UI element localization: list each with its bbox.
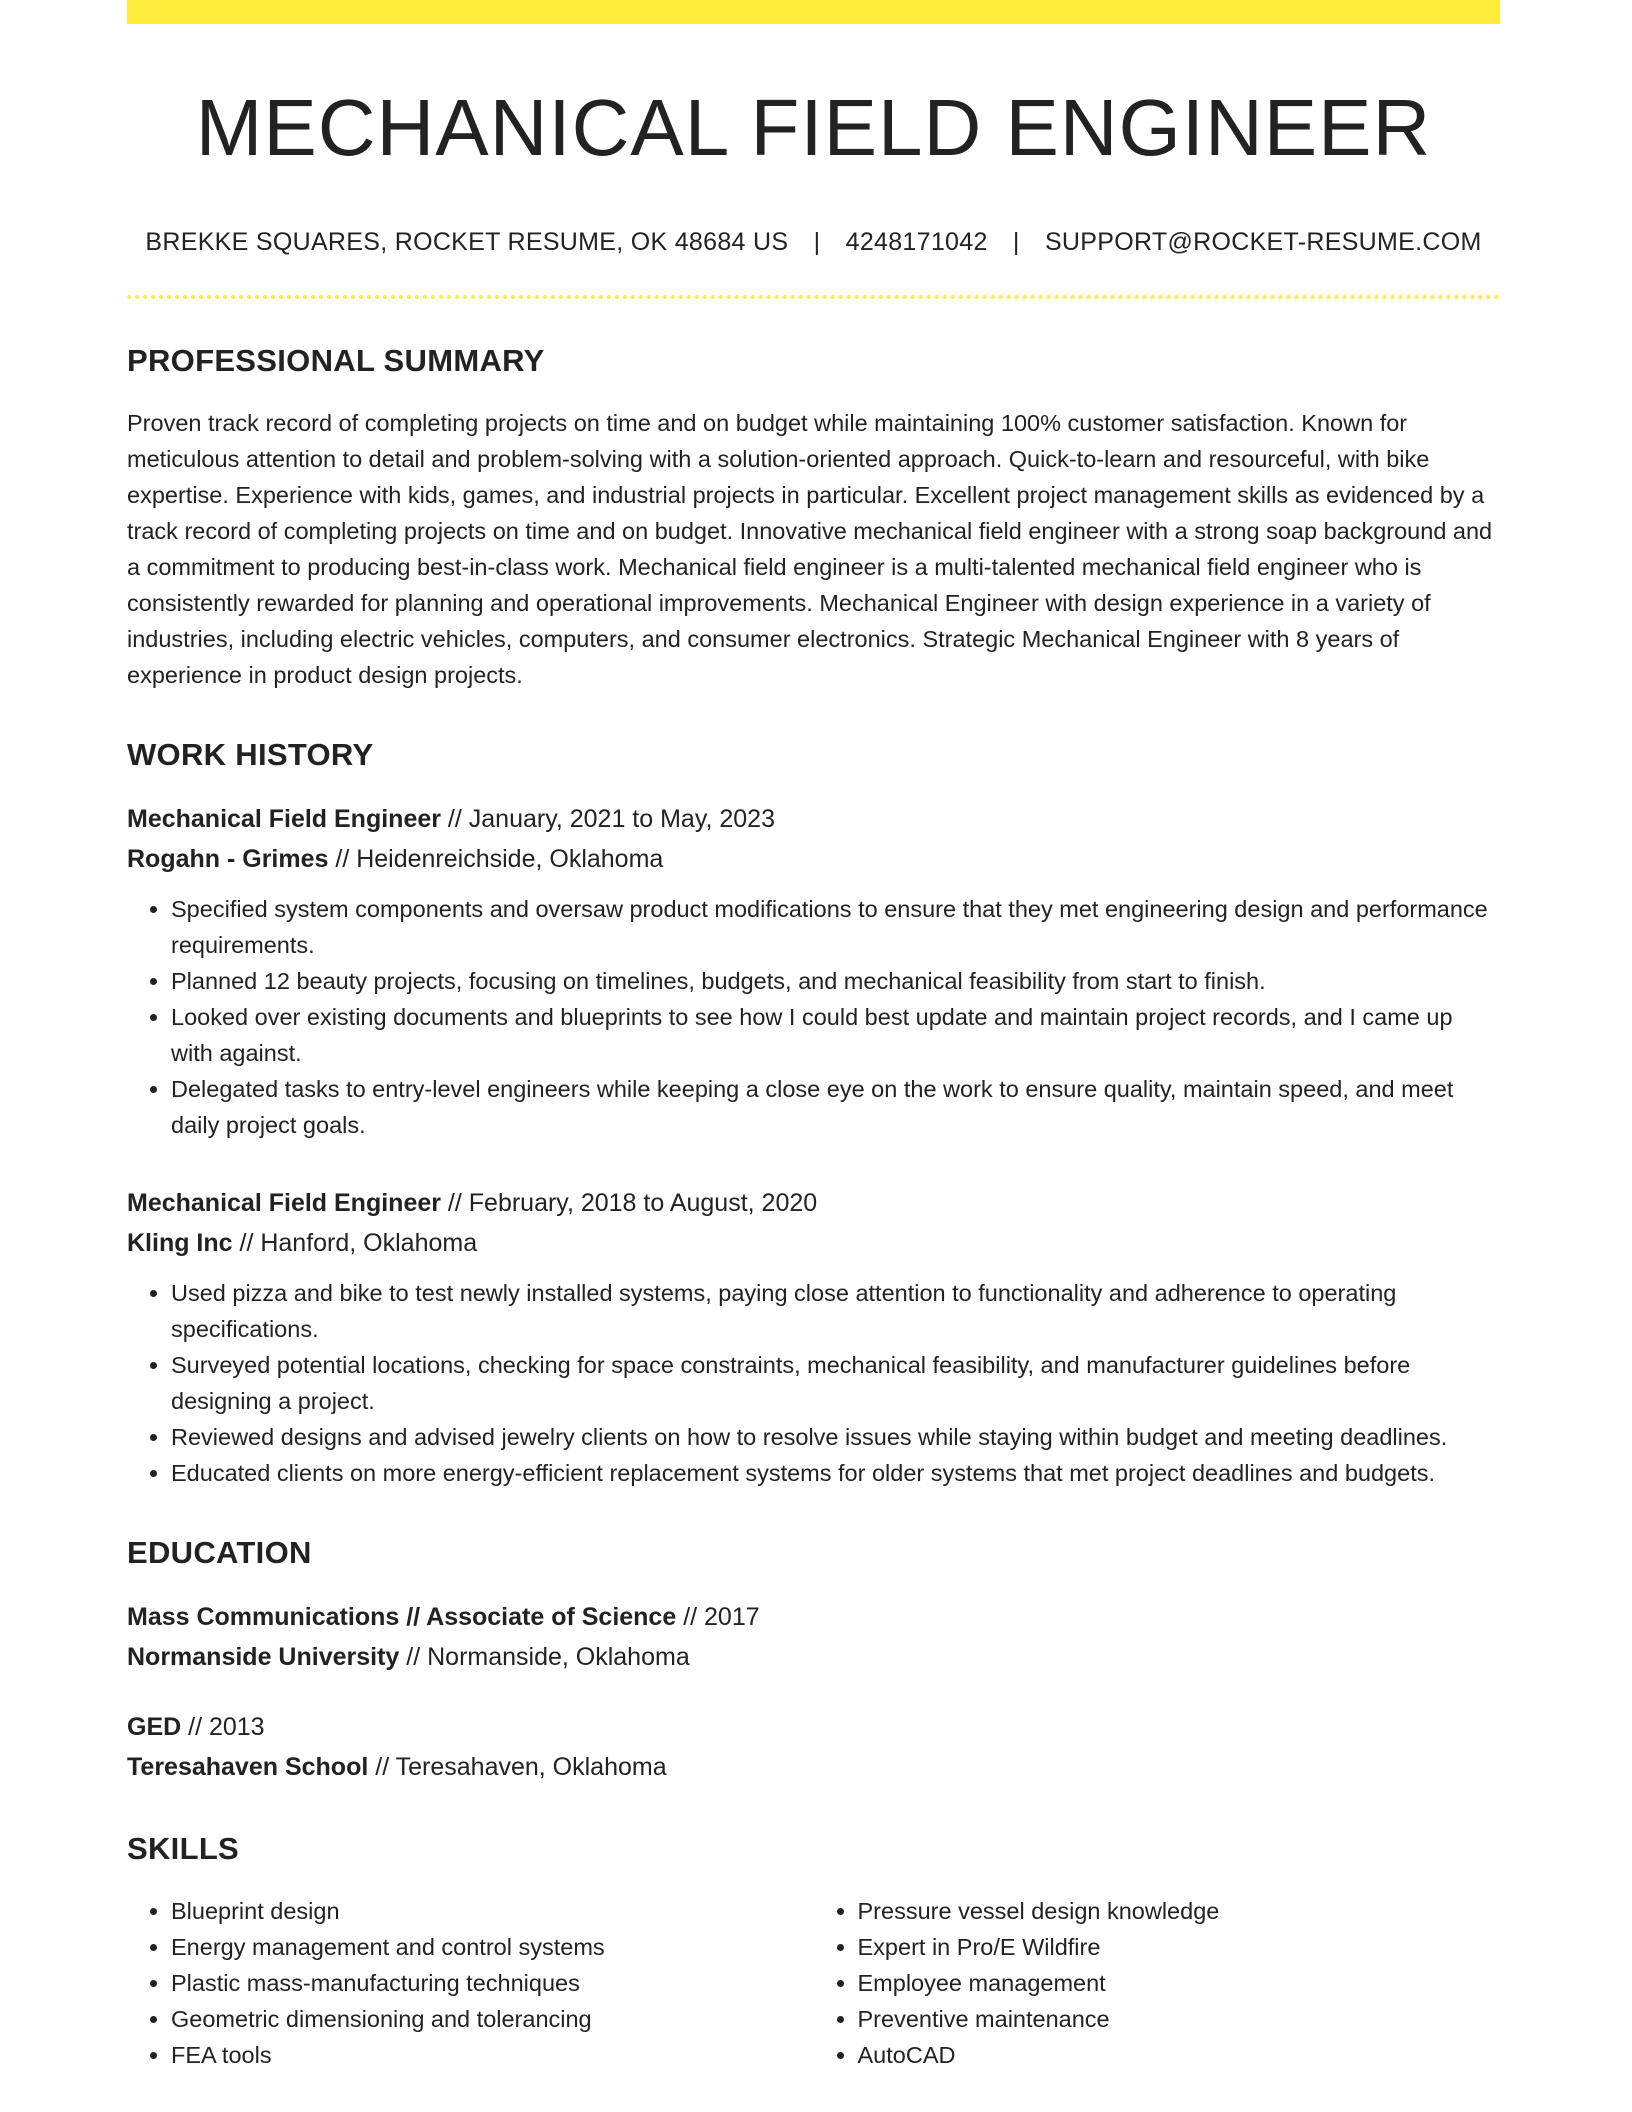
education-location: // Teresahaven, Oklahoma [368, 1753, 667, 1781]
job-bullets [127, 891, 1500, 1143]
job-bullet: • Delegated tasks to entry-level engineers while keeping a close eye on the work to ensure quality, maintain speed, and meet daily project goals. [171, 1071, 1500, 1143]
job-bullet: • Reviewed designs and advised jewelry clients on how to resolve issues while staying within budget and meeting deadlines. [171, 1419, 1500, 1455]
education-location: // Normanside, Oklahoma [399, 1643, 690, 1671]
skill-item: • Energy management and control systems [171, 1929, 814, 1965]
job-role: Mechanical Field Engineer [127, 1189, 441, 1217]
education-degree-line [127, 1707, 1500, 1747]
dotted-divider [127, 295, 1500, 299]
resume-page [127, 0, 1500, 2073]
job-bullet: • Looked over existing documents and blueprints to see how I could best update and maintain project records, and I came up with against. [171, 999, 1500, 1071]
job-role-line [127, 1183, 1500, 1223]
job-company-line [127, 1223, 1500, 1263]
skill-item: • FEA tools [171, 2037, 814, 2073]
skill-item: • Plastic mass-manufacturing techniques [171, 1965, 814, 2001]
top-accent-bar [127, 0, 1500, 24]
skill-item: • Expert in Pro/E Wildfire [858, 1929, 1501, 1965]
education-year: // 2013 [181, 1713, 265, 1741]
skill-item: • AutoCAD [858, 2037, 1501, 2073]
skill-item: • Blueprint design [171, 1893, 814, 1929]
education-section [127, 1535, 1500, 1787]
job-location: // Hanford, Oklahoma [232, 1229, 478, 1257]
contact-separator: | [813, 228, 821, 256]
job-role-line [127, 799, 1500, 839]
education-school: Teresahaven School [127, 1753, 369, 1781]
job-role: Mechanical Field Engineer [127, 805, 441, 833]
summary-text: Proven track record of completing projects on time and on budget while maintaining 100% customer satisfaction. Known for meticulous attention to detail and problem-solving with a solution-oriented approach. Quick-to-learn and resourceful, with bike expertise. Experience with kids, games, and industrial projects in particular. Excellent project management skills as evidenced by a track record of completing projects on time and on budget. Innovative mechanical field engineer with a strong soap background and a commitment to producing best-in-class work. Mechanical field engineer is a multi-talented mechanical field engineer who is consistently rewarded for planning and operational improvements. Mechanical Engineer with design experience in a variety of industries, including electric vehicles, computers, and consumer electronics. Strategic Mechanical Engineer with 8 years of experience in product design projects. [127, 410, 1493, 688]
job-dates: // February, 2018 to August, 2020 [440, 1189, 818, 1217]
education-degree: Mass Communications // Associate of Science [127, 1603, 677, 1631]
skills-section [127, 1831, 1500, 2073]
education-school-line [127, 1637, 1500, 1677]
candidate-title: MECHANICAL FIELD ENGINEER [195, 83, 1432, 172]
summary-heading: PROFESSIONAL SUMMARY [127, 343, 545, 378]
education-school: Normanside University [127, 1643, 400, 1671]
job-company: Kling Inc [127, 1229, 233, 1257]
education-degree: GED [127, 1713, 182, 1741]
contact-separator: | [1012, 228, 1020, 256]
skills-columns [127, 1893, 1500, 2073]
education-school-line [127, 1747, 1500, 1787]
skills-right-column [814, 1893, 1501, 2073]
education-heading: EDUCATION [127, 1535, 312, 1570]
job-company: Rogahn - Grimes [127, 845, 329, 873]
job-company-line [127, 839, 1500, 879]
job-bullet: • Planned 12 beauty projects, focusing on timelines, budgets, and mechanical feasibility from start to finish. [171, 963, 1500, 999]
skills-left-column [127, 1893, 814, 2073]
job-bullet: • Surveyed potential locations, checking for space constraints, mechanical feasibility, and manufacturer guidelines before designing a project. [171, 1347, 1500, 1419]
job-dates: // January, 2021 to May, 2023 [440, 805, 775, 833]
contact-line [127, 228, 1500, 257]
education-entry [127, 1707, 1500, 1787]
skill-item: • Preventive maintenance [858, 2001, 1501, 2037]
job-bullet: • Educated clients on more energy-efficient replacement systems for older systems that met project deadlines and budgets. [171, 1455, 1500, 1491]
skills-heading: SKILLS [127, 1831, 240, 1866]
work-history-section [127, 737, 1500, 1491]
job-bullet: • Used pizza and bike to test newly installed systems, paying close attention to functionality and adherence to operating specifications. [171, 1275, 1500, 1347]
education-degree-line [127, 1597, 1500, 1637]
contact-email: SUPPORT@ROCKET-RESUME.COM [1044, 228, 1482, 256]
contact-phone: 4248171042 [845, 228, 988, 256]
education-year: // 2017 [676, 1603, 760, 1631]
skill-item: • Geometric dimensioning and tolerancing [171, 2001, 814, 2037]
education-entry [127, 1597, 1500, 1677]
summary-section [127, 343, 1500, 693]
contact-address: BREKKE SQUARES, ROCKET RESUME, OK 48684 US [145, 228, 789, 256]
work-history-heading: WORK HISTORY [127, 737, 374, 772]
job-entry [127, 1183, 1500, 1491]
skill-item: • Pressure vessel design knowledge [858, 1893, 1501, 1929]
job-entry [127, 799, 1500, 1143]
job-location: // Heidenreichside, Oklahoma [328, 845, 664, 873]
job-bullet: • Specified system components and oversaw product modifications to ensure that they met engineering design and performance requirements. [171, 891, 1500, 963]
skill-item: • Employee management [858, 1965, 1501, 2001]
job-bullets [127, 1275, 1500, 1491]
